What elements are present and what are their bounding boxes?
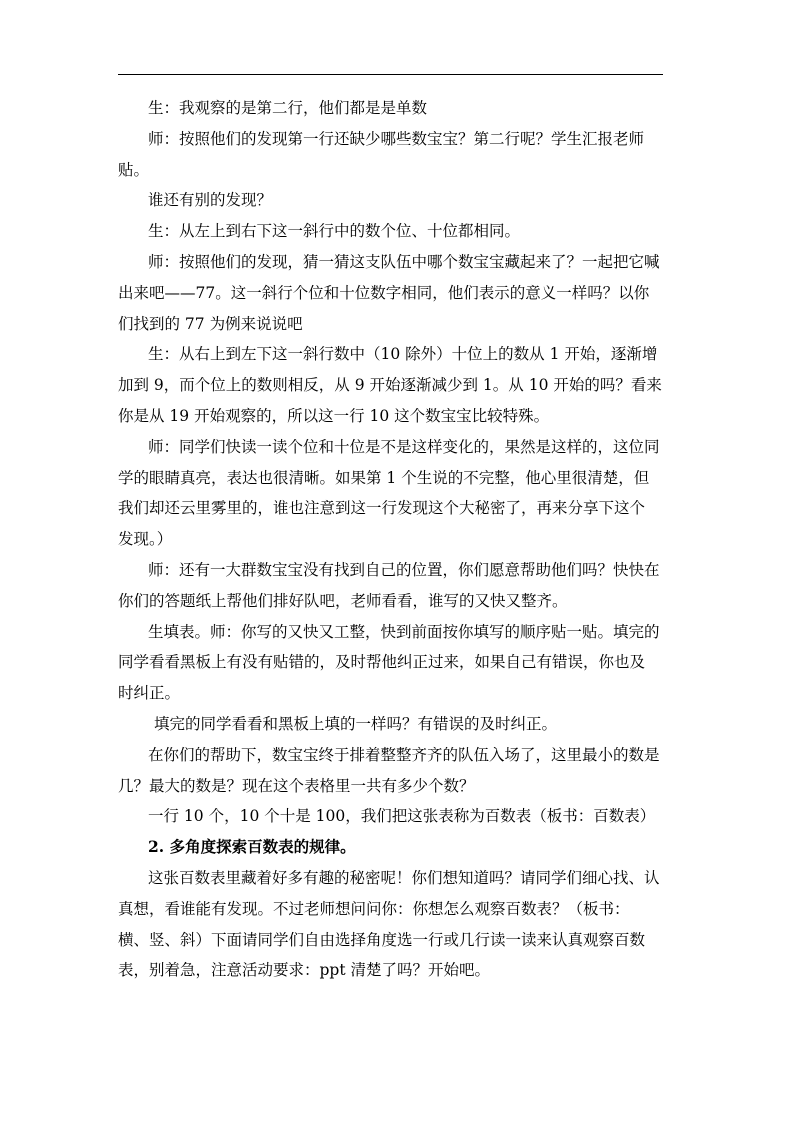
paragraph-line: 生：从左上到右下这一斜行中的数个位、十位都相同。 bbox=[148, 222, 521, 241]
paragraph-line: 你们的答题纸上帮他们排好队吧，老师看看，谁写的又快又整齐。 bbox=[118, 591, 568, 610]
paragraph-line: 发现。） bbox=[118, 530, 173, 549]
paragraph-line: 你是从 19 开始观察的，所以这一行 10 这个数宝宝比较特殊。 bbox=[118, 406, 550, 425]
paragraph-line: 学的眼睛真亮，表达也很清晰。如果第 1 个生说的不完整，他心里很清楚，但 bbox=[118, 468, 650, 487]
paragraph-line: 真想，看谁能有发现。不过老师想问问你：你想怎么观察百数表？（板书： bbox=[118, 899, 630, 918]
paragraph-line: 贴。 bbox=[118, 160, 150, 179]
paragraph-line: 师：按照他们的发现，猜一猜这支队伍中哪个数宝宝藏起来了？一起把它喊 bbox=[148, 252, 660, 271]
header-rule bbox=[118, 74, 663, 75]
paragraph-line: 几？最大的数是？现在这个表格里一共有多少个数？ bbox=[118, 776, 475, 795]
paragraph-line: 横、竖、斜）下面请同学们自由选择角度选一行或几行读一读来认真观察百数 bbox=[118, 930, 646, 949]
paragraph-line: 师：还有一大群数宝宝没有找到自己的位置，你们愿意帮助他们吗？快快在 bbox=[148, 560, 660, 579]
paragraph-line: 加到 9，而个位上的数则相反，从 9 开始逐渐减少到 1。从 10 开始的吗？看来 bbox=[118, 376, 662, 395]
paragraph-line: 生：我观察的是第二行，他们都是是单数 bbox=[148, 99, 428, 117]
paragraph-line: 时纠正。 bbox=[118, 684, 181, 703]
paragraph-line: 们找到的 77 为例来说说吧 bbox=[118, 314, 303, 333]
paragraph-line: 在你们的帮助下，数宝宝终于排着整整齐齐的队伍入场了，这里最小的数是 bbox=[148, 745, 660, 764]
paragraph-line: 生填表。师：你写的又快又工整，快到前面按你填写的顺序贴一贴。填完的 bbox=[148, 622, 660, 641]
paragraph-line: 一行 10 个，10 个十是 100，我们把这张表称为百数表（板书：百数表） bbox=[148, 807, 656, 826]
paragraph-line: 填完的同学看看和黑板上填的一样吗？有错误的及时纠正。 bbox=[154, 714, 558, 733]
paragraph-line: 表，别着急，注意活动要求：ppt 清楚了吗？开始吧。 bbox=[118, 961, 491, 980]
document-body bbox=[118, 93, 678, 986]
paragraph-line: 同学看看黑板上有没有贴错的，及时帮他纠正过来，如果自己有错误，你也及 bbox=[118, 653, 646, 672]
paragraph-line: 我们却还云里雾里的，谁也注意到这一行发现这个大秘密了，再来分享下这个 bbox=[118, 499, 646, 518]
paragraph-line: 师：按照他们的发现第一行还缺少哪些数宝宝？第二行呢？学生汇报老师 bbox=[148, 129, 645, 148]
paragraph-line: 师：同学们快读一读个位和十位是不是这样变化的，果然是这样的，这位同 bbox=[148, 437, 660, 456]
paragraph-line: 谁还有别的发现？ bbox=[148, 191, 273, 210]
paragraph-line: 出来吧——77。这一斜行个位和十位数字相同，他们表示的意义一样吗？以你 bbox=[118, 283, 650, 302]
section-heading: 2. 多角度探索百数表的规律。 bbox=[148, 837, 356, 857]
paragraph-line: 这张百数表里藏着好多有趣的秘密呢！你们想知道吗？请同学们细心找、认 bbox=[148, 868, 660, 887]
paragraph-line: 生：从右上到左下这一斜行数中（10 除外）十位上的数从 1 开始，逐渐增 bbox=[148, 345, 658, 364]
